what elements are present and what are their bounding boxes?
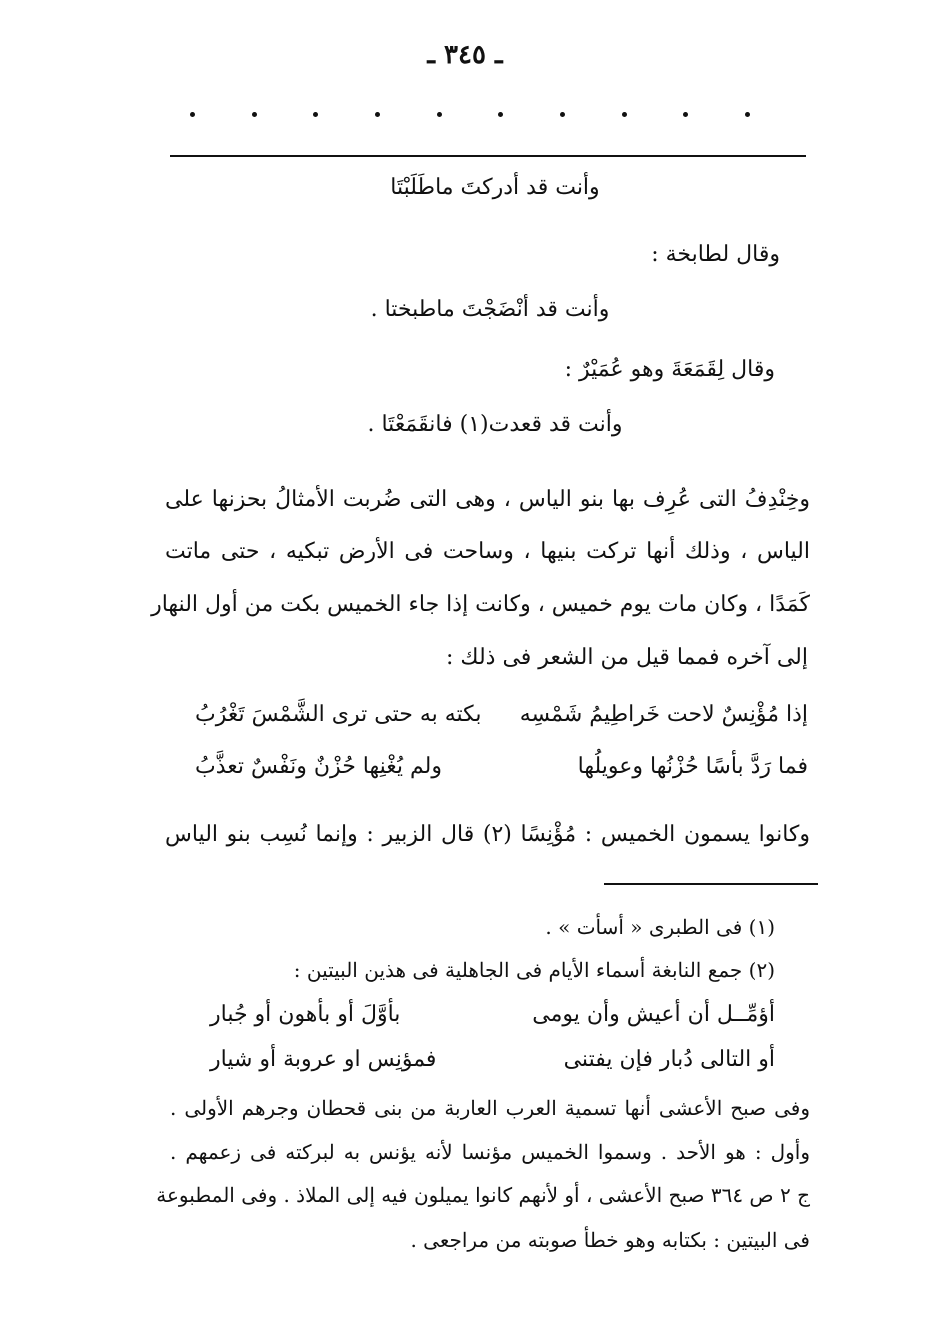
footnote-2-intro: (٢) جمع النابغة أسماء الأيام فى الجاهلية فى هذين البيتين : [293, 958, 775, 982]
separator-dot [252, 112, 257, 117]
quote-line: وأنت قد قعدت(١) فانقَمَعْتَا . [367, 412, 623, 437]
closing-line: وكانوا يسمون الخميس : مُؤْنِسًا (٢) قال الزبير : وإنما نُسِب بنو الياس [165, 822, 811, 847]
separator-dot [375, 112, 380, 117]
footnote-line: ج ٢ ص ٣٦٤ صبح الأعشى ، أو لأنهم كانوا يميلون فيه إلى الملاذ . وفى المطبوعة [156, 1183, 810, 1207]
separator-dot [437, 112, 442, 117]
page-number: ـ ٣٤٥ ـ [427, 40, 503, 70]
top-divider [170, 155, 806, 157]
footnote-verse-right: أؤمِّــل أن أعيش وأن يومى [532, 1002, 775, 1027]
quote-intro: وقال لِقَمَعَةَ وهو عُمَيْرٌ : [564, 357, 775, 382]
separator-dot [745, 112, 750, 117]
quote-line: وأنت قد أنْضَجْتَ ماطبختا . [370, 297, 610, 322]
separator-dot [313, 112, 318, 117]
quote-intro: وقال لطابخة : [651, 242, 780, 267]
paragraph-line: الياس ، وذلك أنها تركت بنيها ، وساحت فى الأرض تبكيه ، حتى ماتت [165, 539, 810, 564]
poem-hemistich-right: فما رَدَّ بأسًا حُزْنُها وعويلُها [577, 754, 808, 779]
paragraph-line: وخِنْدِفُ التى عُرِف بها بنو الياس ، وهى التى ضُربت الأمثالُ بحزنها على [165, 487, 810, 512]
poem-hemistich-left: بكته به حتى ترى الشَّمْسَ تَغْرُبُ [195, 702, 482, 727]
poem-hemistich-right: إذا مُؤْنِسٌ لاحت خَراطِيمُ شَمْسِه [519, 702, 808, 727]
footnote-verse-right: أو التالى دُبار فإن يفتنى [563, 1047, 775, 1072]
separator-dot [560, 112, 565, 117]
footnote-divider [604, 883, 818, 885]
footnote-line: وأول : هو الأحد . وسموا الخميس مؤنسا لأنه يؤنس به لبركته فى زعمهم . [170, 1140, 810, 1164]
poem-hemistich-left: ولم يُغْنِها حُزْنٌ ونَفْسٌ تعذَّبُ [195, 754, 442, 779]
footnote-verse-left: بأوَّلَ أو بأهون أو جُبار [210, 1002, 401, 1027]
separator-dot [190, 112, 195, 117]
separator-dot [622, 112, 627, 117]
quote-line: وأنت قد أدركتَ ماطَلَبْتَا [390, 175, 600, 200]
separator-dots [190, 112, 750, 117]
paragraph-line: إلى آخره فمما قيل من الشعر فى ذلك : [446, 645, 808, 670]
paragraph-line: كَمَدًا ، وكان مات يوم خميس ، وكانت إذا جاء الخميس بكت من أول النهار [151, 592, 810, 617]
separator-dot [683, 112, 688, 117]
footnote-verse-left: فمؤنِس او عروبة أو شيار [210, 1047, 437, 1072]
separator-dot [498, 112, 503, 117]
footnote-line: فى البيتين : بكتابه وهو خطأ صوبته من مراجعى . [410, 1228, 810, 1252]
footnote-line: وفى صبح الأعشى أنها تسمية العرب العاربة من بنى قحطان وجرهم الأولى . [170, 1096, 810, 1120]
footnote-1: (١) فى الطبرى « أسأت » . [545, 915, 775, 939]
